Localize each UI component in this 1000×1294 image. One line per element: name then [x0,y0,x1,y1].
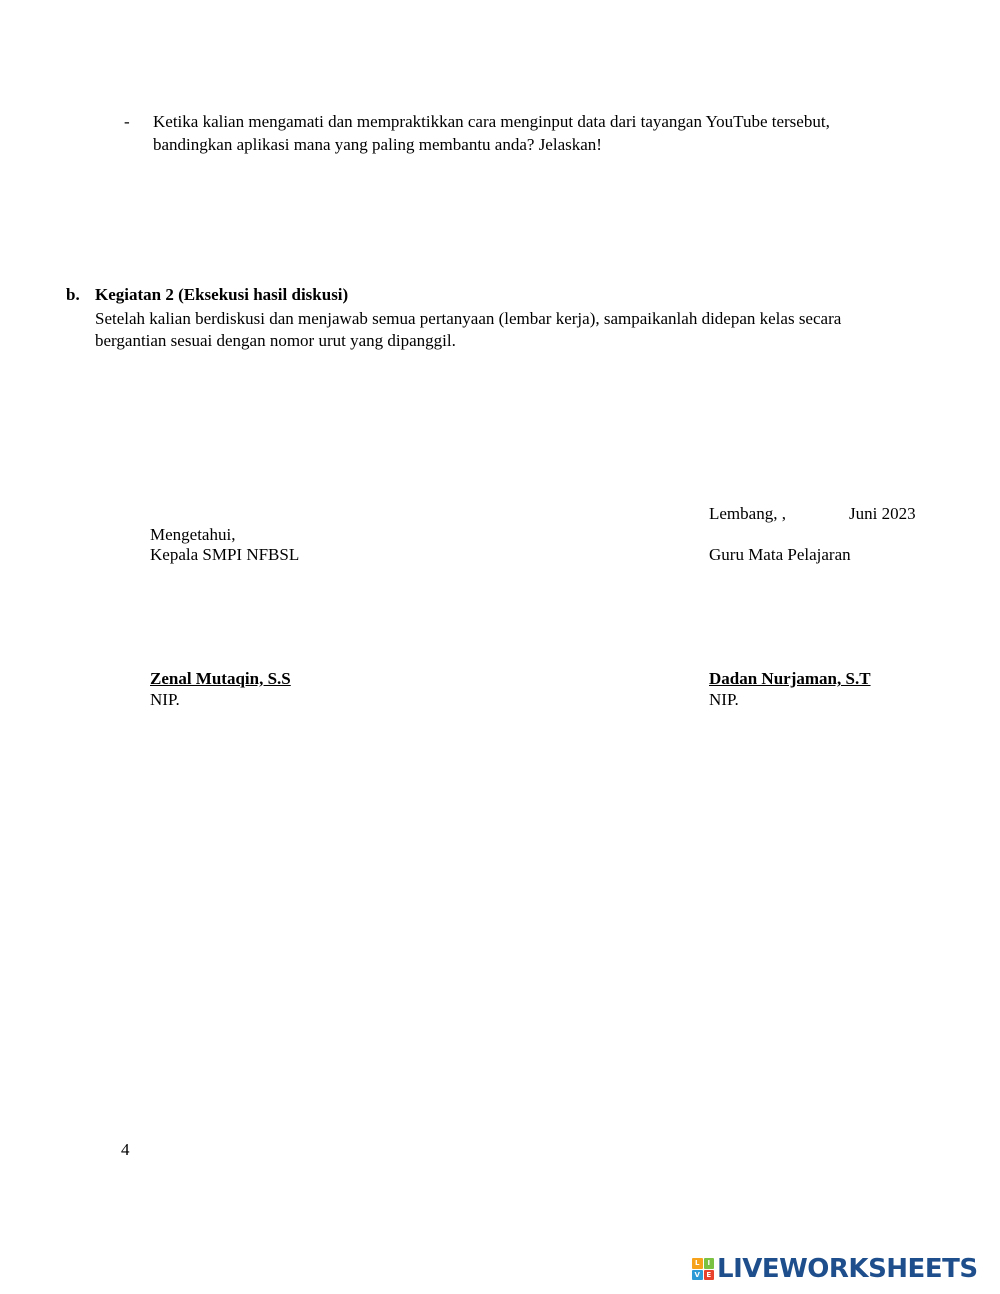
logo-cell-i: I [704,1258,715,1269]
page-number: 4 [121,1140,130,1159]
bullet-text-line-2: bandingkan aplikasi mana yang paling membantu anda? Jelaskan! [153,135,602,154]
signature-date: Juni 2023 [849,504,916,523]
signature-left-nip: NIP. [150,690,180,709]
signature-left-role: Kepala SMPI NFBSL [150,545,300,564]
section-paragraph-line-2: bergantian sesuai dengan nomor urut yang dipanggil. [95,331,456,350]
brand-text: LIVEWORKSHEETS [717,1254,978,1284]
signature-right-role: Guru Mata Pelajaran [709,545,851,564]
liveworksheets-logo-icon [692,1258,714,1280]
logo-cell-l: L [692,1258,703,1269]
signature-place: Lembang, , [709,504,786,523]
section-title: Kegiatan 2 (Eksekusi hasil diskusi) [95,285,349,304]
signature-left-acknowledge: Mengetahui, [150,525,236,544]
liveworksheets-brand [692,1252,978,1286]
bullet-marker: - [124,112,130,131]
bullet-text-line-1: Ketika kalian mengamati dan mempraktikkan cara menginput data dari tayangan YouTube tersebut, [153,112,830,131]
section-paragraph-line-1: Setelah kalian berdiskusi dan menjawab semua pertanyaan (lembar kerja), sampaikanlah didepan kelas secara [95,309,842,328]
logo-cell-v: V [692,1270,703,1281]
signature-right-nip: NIP. [709,690,739,709]
signature-left-name: Zenal Mutaqin, S.S [150,669,291,688]
logo-cell-e: E [704,1270,715,1281]
section-label: b. [66,285,80,304]
signature-right-name: Dadan Nurjaman, S.T [709,669,871,688]
